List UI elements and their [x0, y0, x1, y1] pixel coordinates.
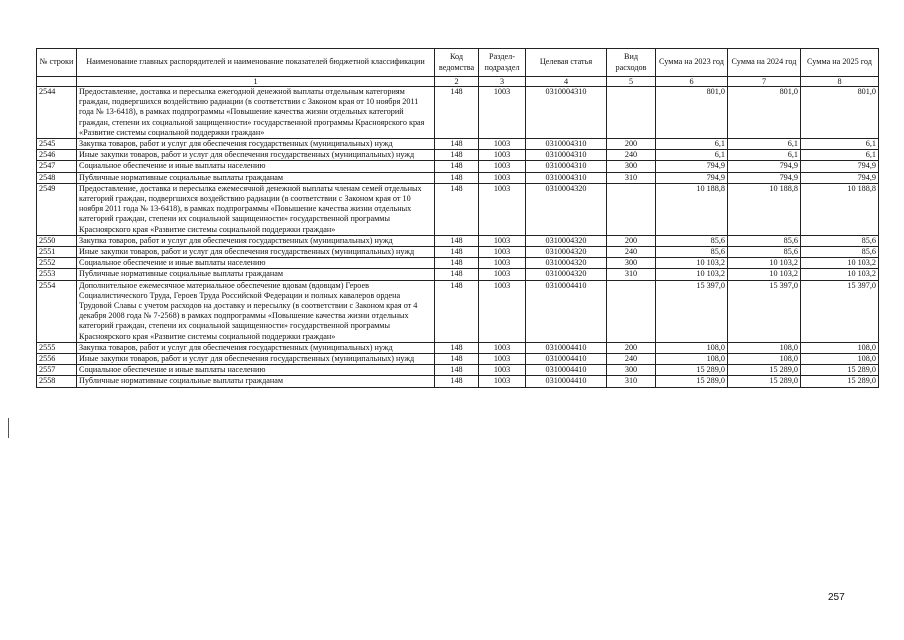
target-item-cell: 0310004320	[526, 183, 607, 235]
column-number: 1	[77, 77, 435, 87]
sum-2025-cell: 801,0	[801, 87, 879, 139]
row-number-cell: 2555	[37, 342, 77, 353]
row-name-cell: Закупка товаров, работ и услуг для обеспечения государственных (муниципальных) нужд	[77, 235, 435, 246]
row-number-cell: 2558	[37, 376, 77, 387]
header-target-item: Целевая статья	[526, 49, 607, 77]
target-item-cell: 0310004310	[526, 139, 607, 150]
expense-type-cell: 200	[607, 235, 656, 246]
header-row-number: № строки	[37, 49, 77, 77]
department-code-cell: 148	[435, 247, 479, 258]
header-department-code: Код ведомства	[435, 49, 479, 77]
row-number-cell: 2549	[37, 183, 77, 235]
row-number-cell: 2556	[37, 354, 77, 365]
section-cell: 1003	[479, 354, 526, 365]
sum-2025-cell: 10 188,8	[801, 183, 879, 235]
header-sum-2025: Сумма на 2025 год	[801, 49, 879, 77]
department-code-cell: 148	[435, 269, 479, 280]
table-row	[37, 354, 879, 365]
target-item-cell: 0310004310	[526, 161, 607, 172]
header-expense-type: Вид расходов	[607, 49, 656, 77]
expense-type-cell: 300	[607, 365, 656, 376]
sum-2023-cell: 794,9	[656, 161, 728, 172]
expense-type-cell: 200	[607, 139, 656, 150]
sum-2023-cell: 6,1	[656, 139, 728, 150]
table-row	[37, 376, 879, 387]
row-name-cell: Дополнительное ежемесячное материальное обеспечение вдовам (вдовцам) Героев Социалистического Труда, Героев Труда Российской Федерации и полных кавалеров ордена Трудовой Славы с учетом расходов на доставку и пересылку (в соответствии с Законом края от 4 декабря 2008 года № 7-2568) в рамках подпрограммы «Повышение качества жизни отдельных категорий граждан, степени их социальной защищенности» государственной программы Красноярского края «Развитие системы социальной поддержки граждан»	[77, 280, 435, 342]
row-name-cell: Закупка товаров, работ и услуг для обеспечения государственных (муниципальных) нужд	[77, 342, 435, 353]
target-item-cell: 0310004320	[526, 258, 607, 269]
sum-2023-cell: 15 397,0	[656, 280, 728, 342]
section-cell: 1003	[479, 365, 526, 376]
column-number: 7	[728, 77, 801, 87]
sum-2025-cell: 6,1	[801, 139, 879, 150]
sum-2025-cell: 10 103,2	[801, 258, 879, 269]
department-code-cell: 148	[435, 183, 479, 235]
row-name-cell: Социальное обеспечение и иные выплаты населению	[77, 365, 435, 376]
target-item-cell: 0310004320	[526, 247, 607, 258]
sum-2024-cell: 108,0	[728, 342, 801, 353]
row-number-cell: 2548	[37, 172, 77, 183]
department-code-cell: 148	[435, 342, 479, 353]
sum-2023-cell: 15 289,0	[656, 365, 728, 376]
department-code-cell: 148	[435, 258, 479, 269]
department-code-cell: 148	[435, 376, 479, 387]
expense-type-cell: 300	[607, 258, 656, 269]
section-cell: 1003	[479, 161, 526, 172]
target-item-cell: 0310004410	[526, 365, 607, 376]
table-row	[37, 235, 879, 246]
table-row	[37, 150, 879, 161]
sum-2023-cell: 6,1	[656, 150, 728, 161]
section-cell: 1003	[479, 172, 526, 183]
sum-2023-cell: 801,0	[656, 87, 728, 139]
department-code-cell: 148	[435, 87, 479, 139]
section-cell: 1003	[479, 258, 526, 269]
sum-2024-cell: 6,1	[728, 150, 801, 161]
sum-2024-cell: 6,1	[728, 139, 801, 150]
table-row	[37, 183, 879, 235]
row-number-cell: 2554	[37, 280, 77, 342]
sum-2023-cell: 85,6	[656, 235, 728, 246]
row-name-cell: Публичные нормативные социальные выплаты гражданам	[77, 172, 435, 183]
table-row	[37, 247, 879, 258]
table-row	[37, 87, 879, 139]
row-number-cell: 2551	[37, 247, 77, 258]
section-cell: 1003	[479, 376, 526, 387]
expense-type-cell: 200	[607, 342, 656, 353]
page-number: 257	[828, 592, 845, 603]
row-number-cell: 2550	[37, 235, 77, 246]
row-name-cell: Социальное обеспечение и иные выплаты населению	[77, 258, 435, 269]
header-section: Раздел-подраздел	[479, 49, 526, 77]
sum-2025-cell: 15 289,0	[801, 365, 879, 376]
target-item-cell: 0310004410	[526, 376, 607, 387]
sum-2024-cell: 10 103,2	[728, 258, 801, 269]
sum-2024-cell: 108,0	[728, 354, 801, 365]
section-cell: 1003	[479, 342, 526, 353]
department-code-cell: 148	[435, 172, 479, 183]
sum-2024-cell: 85,6	[728, 235, 801, 246]
sum-2024-cell: 801,0	[728, 87, 801, 139]
column-number: 5	[607, 77, 656, 87]
header-sum-2024: Сумма на 2024 год	[728, 49, 801, 77]
target-item-cell: 0310004410	[526, 280, 607, 342]
department-code-cell: 148	[435, 139, 479, 150]
target-item-cell: 0310004320	[526, 269, 607, 280]
section-cell: 1003	[479, 150, 526, 161]
section-cell: 1003	[479, 235, 526, 246]
row-name-cell: Иные закупки товаров, работ и услуг для обеспечения государственных (муниципальных) нужд	[77, 247, 435, 258]
table-row	[37, 280, 879, 342]
sum-2024-cell: 15 289,0	[728, 376, 801, 387]
target-item-cell: 0310004310	[526, 172, 607, 183]
sum-2023-cell: 10 188,8	[656, 183, 728, 235]
section-cell: 1003	[479, 247, 526, 258]
target-item-cell: 0310004410	[526, 342, 607, 353]
sum-2024-cell: 15 289,0	[728, 365, 801, 376]
sum-2025-cell: 85,6	[801, 235, 879, 246]
column-number-row	[37, 77, 879, 87]
table-header	[37, 49, 879, 87]
header-sum-2023: Сумма на 2023 год	[656, 49, 728, 77]
department-code-cell: 148	[435, 280, 479, 342]
sum-2023-cell: 10 103,2	[656, 269, 728, 280]
table-row	[37, 172, 879, 183]
department-code-cell: 148	[435, 354, 479, 365]
expense-type-cell: 310	[607, 269, 656, 280]
table-row	[37, 269, 879, 280]
column-number: 6	[656, 77, 728, 87]
sum-2025-cell: 108,0	[801, 354, 879, 365]
department-code-cell: 148	[435, 150, 479, 161]
target-item-cell: 0310004310	[526, 87, 607, 139]
expense-type-cell: 240	[607, 150, 656, 161]
department-code-cell: 148	[435, 161, 479, 172]
expense-type-cell	[607, 87, 656, 139]
sum-2023-cell: 108,0	[656, 342, 728, 353]
column-number	[37, 77, 77, 87]
row-number-cell: 2553	[37, 269, 77, 280]
row-number-cell: 2546	[37, 150, 77, 161]
sum-2025-cell: 15 289,0	[801, 376, 879, 387]
row-name-cell: Закупка товаров, работ и услуг для обеспечения государственных (муниципальных) нужд	[77, 139, 435, 150]
row-name-cell: Иные закупки товаров, работ и услуг для обеспечения государственных (муниципальных) нужд	[77, 150, 435, 161]
sum-2024-cell: 15 397,0	[728, 280, 801, 342]
table-row	[37, 258, 879, 269]
row-number-cell: 2552	[37, 258, 77, 269]
section-cell: 1003	[479, 87, 526, 139]
column-number: 2	[435, 77, 479, 87]
sum-2023-cell: 794,9	[656, 172, 728, 183]
table-row	[37, 365, 879, 376]
table-body	[37, 87, 879, 388]
sum-2023-cell: 15 289,0	[656, 376, 728, 387]
sum-2024-cell: 85,6	[728, 247, 801, 258]
section-cell: 1003	[479, 139, 526, 150]
expense-type-cell: 310	[607, 376, 656, 387]
sum-2023-cell: 10 103,2	[656, 258, 728, 269]
header-name: Наименование главных распорядителей и наименование показателей бюджетной классификации	[77, 49, 435, 77]
department-code-cell: 148	[435, 365, 479, 376]
table-row	[37, 342, 879, 353]
sum-2023-cell: 85,6	[656, 247, 728, 258]
section-cell: 1003	[479, 269, 526, 280]
row-name-cell: Публичные нормативные социальные выплаты гражданам	[77, 269, 435, 280]
sum-2025-cell: 794,9	[801, 161, 879, 172]
margin-mark	[8, 418, 9, 438]
row-name-cell: Социальное обеспечение и иные выплаты населению	[77, 161, 435, 172]
section-cell: 1003	[479, 280, 526, 342]
sum-2025-cell: 6,1	[801, 150, 879, 161]
expense-type-cell	[607, 183, 656, 235]
row-name-cell: Иные закупки товаров, работ и услуг для обеспечения государственных (муниципальных) нужд	[77, 354, 435, 365]
row-number-cell: 2557	[37, 365, 77, 376]
table-row	[37, 161, 879, 172]
sum-2025-cell: 10 103,2	[801, 269, 879, 280]
row-name-cell: Предоставление, доставка и пересылка ежегодной денежной выплаты отдельным категориям граждан, подвергшихся воздействию радиации (в соответствии с Законом края от 10 ноября 2011 года № 13-6418), в рамках подпрограммы «Повышение качества жизни отдельных категорий граждан, степени их социальной защищенности» государственной программы Красноярского края «Развитие системы социальной поддержки граждан»	[77, 87, 435, 139]
row-name-cell: Предоставление, доставка и пересылка ежемесячной денежной выплаты членам семей отдельных категорий граждан, подвергшихся воздействию радиации (в соответствии с Законом края от 10 ноября 2011 года № 13-6418), в рамках подпрограммы «Повышение качества жизни отдельных категорий граждан, степени их социальной защищенности» государственной программы Красноярского края «Развитие системы социальной поддержки граждан»	[77, 183, 435, 235]
table-row	[37, 139, 879, 150]
sum-2024-cell: 794,9	[728, 161, 801, 172]
department-code-cell: 148	[435, 235, 479, 246]
section-cell: 1003	[479, 183, 526, 235]
column-number: 3	[479, 77, 526, 87]
expense-type-cell	[607, 280, 656, 342]
expense-type-cell: 300	[607, 161, 656, 172]
row-name-cell: Публичные нормативные социальные выплаты гражданам	[77, 376, 435, 387]
sum-2024-cell: 10 188,8	[728, 183, 801, 235]
sum-2024-cell: 10 103,2	[728, 269, 801, 280]
column-number: 8	[801, 77, 879, 87]
budget-table	[36, 48, 879, 388]
sum-2025-cell: 108,0	[801, 342, 879, 353]
target-item-cell: 0310004310	[526, 150, 607, 161]
sum-2024-cell: 794,9	[728, 172, 801, 183]
sum-2025-cell: 15 397,0	[801, 280, 879, 342]
sum-2023-cell: 108,0	[656, 354, 728, 365]
budget-table-page	[36, 48, 878, 388]
expense-type-cell: 310	[607, 172, 656, 183]
row-number-cell: 2544	[37, 87, 77, 139]
sum-2025-cell: 794,9	[801, 172, 879, 183]
expense-type-cell: 240	[607, 247, 656, 258]
row-number-cell: 2545	[37, 139, 77, 150]
expense-type-cell: 240	[607, 354, 656, 365]
target-item-cell: 0310004410	[526, 354, 607, 365]
target-item-cell: 0310004320	[526, 235, 607, 246]
sum-2025-cell: 85,6	[801, 247, 879, 258]
column-number: 4	[526, 77, 607, 87]
row-number-cell: 2547	[37, 161, 77, 172]
